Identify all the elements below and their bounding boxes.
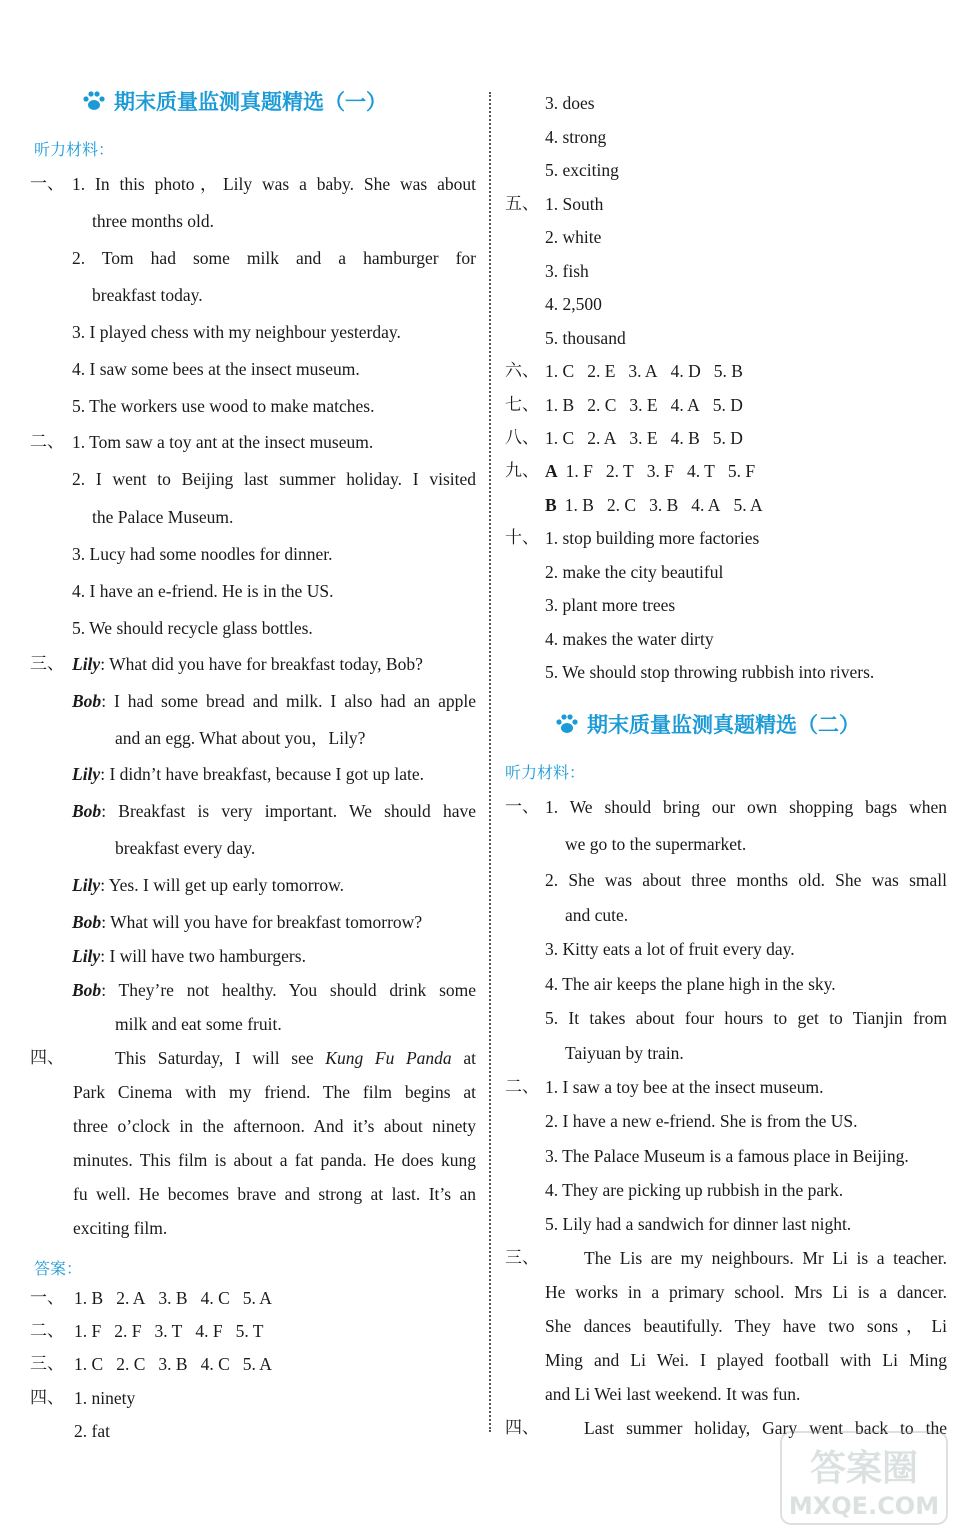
answer: 4. A bbox=[670, 395, 700, 415]
part-marker: 四、 bbox=[30, 1048, 64, 1068]
passage-text: This Saturday, I will see bbox=[115, 1048, 326, 1068]
list-item: 2. She was about three months old. She was small bbox=[545, 870, 947, 890]
answer: 4. C bbox=[200, 1354, 230, 1374]
answer-row bbox=[74, 1319, 276, 1343]
dialogue-text: What did you have for breakfast today, Bob? bbox=[109, 654, 423, 674]
speaker-name: Bob bbox=[72, 912, 102, 932]
list-item-cont: three months old. bbox=[92, 211, 214, 231]
dialogue-text: I will have two hamburgers. bbox=[109, 946, 306, 966]
list-item: 3. Kitty eats a lot of fruit every day. bbox=[545, 939, 795, 959]
answer: 3. T bbox=[154, 1321, 183, 1341]
part-marker: 三、 bbox=[30, 654, 64, 674]
answer: 1. stop building more factories bbox=[545, 528, 760, 548]
part-marker: 二、 bbox=[505, 1077, 539, 1097]
answer: 4. C bbox=[200, 1288, 230, 1308]
passage-line: The Lis are my neighbours. Mr Li is a teacher. bbox=[584, 1248, 947, 1268]
list-item: 3. I played chess with my neighbour yesterday. bbox=[72, 322, 401, 342]
list-item: 2. Tom had some milk and a hamburger for bbox=[72, 248, 476, 268]
dialogue-line: Bob: I had some bread and milk. I also had an apple bbox=[72, 691, 476, 711]
dialogue-text: They’re not healthy. You should drink some bbox=[118, 980, 477, 1000]
answer: 4. strong bbox=[545, 127, 607, 147]
dialogue-text: What will you have for breakfast tomorrow? bbox=[110, 912, 423, 932]
watermark-icon bbox=[779, 1428, 949, 1528]
answer-marker: 二、 bbox=[30, 1321, 64, 1341]
paw-icon bbox=[82, 90, 106, 112]
answer: 4. 2,500 bbox=[545, 294, 602, 314]
dialogue-line: Lily: Yes. I will get up early tomorrow. bbox=[72, 875, 345, 895]
list-item: 2. I went to Beijing last summer holiday. I visited bbox=[72, 469, 476, 489]
list-item-cont: the Palace Museum. bbox=[92, 507, 234, 527]
list-item-cont: Taiyuan by train. bbox=[565, 1043, 684, 1063]
answer-marker: 十、 bbox=[505, 528, 539, 548]
answer: 1. B bbox=[564, 495, 594, 515]
watermark-text-cn: 答案圈 bbox=[809, 1448, 919, 1489]
list-item: 1. We should bring our own shopping bags when bbox=[545, 797, 947, 817]
answer: 5. D bbox=[712, 395, 743, 415]
dialogue-line: Bob: Breakfast is very important. We should have bbox=[72, 801, 476, 821]
answer-marker: 九、 bbox=[505, 461, 539, 481]
dialogue-cont: and an egg. What about you，Lily? bbox=[115, 728, 366, 748]
passage-line: Last summer holiday, Gary went back to the bbox=[584, 1418, 947, 1438]
section1-title-text: 期末质量监测真题精选（一） bbox=[114, 90, 387, 114]
answer: 2. C bbox=[587, 395, 617, 415]
answer: 3. E bbox=[629, 395, 658, 415]
listening-label-1: 听力材料： bbox=[34, 140, 115, 159]
answer: 1. B bbox=[545, 395, 575, 415]
answer: 2. C bbox=[606, 495, 637, 515]
speaker-name: Lily bbox=[72, 946, 101, 966]
answer-row bbox=[545, 426, 756, 450]
dialogue-text: Yes. I will get up early tomorrow. bbox=[108, 875, 345, 895]
answer: 5. T bbox=[235, 1321, 264, 1341]
answer: 3. does bbox=[545, 93, 595, 113]
answer: 3. plant more trees bbox=[545, 595, 676, 615]
answer: 2. A bbox=[116, 1288, 146, 1308]
list-item: 5. The workers use wood to make matches. bbox=[72, 396, 375, 416]
answer: 4. makes the water dirty bbox=[545, 629, 714, 649]
list-item-cont: and cute. bbox=[565, 905, 629, 925]
passage-line: three o’clock in the afternoon. And it’s about ninety bbox=[73, 1116, 476, 1136]
answer-marker: 四、 bbox=[30, 1388, 64, 1408]
answer-group-label: A bbox=[545, 461, 558, 481]
speaker-name: Lily bbox=[72, 654, 101, 674]
list-item-cont: breakfast today. bbox=[92, 285, 203, 305]
dialogue-text: Breakfast is very important. We should have bbox=[118, 801, 476, 821]
answer: 4. T bbox=[686, 461, 715, 481]
list-item: 5. We should recycle glass bottles. bbox=[72, 618, 313, 638]
list-item: 5. Lily had a sandwich for dinner last night. bbox=[545, 1214, 852, 1234]
answer-marker: 三、 bbox=[30, 1354, 64, 1374]
answer: 1. C bbox=[545, 361, 575, 381]
answer: 5. exciting bbox=[545, 160, 619, 180]
section2-title bbox=[555, 711, 860, 739]
answer-row bbox=[545, 359, 756, 383]
answer: 5. A bbox=[242, 1354, 272, 1374]
answer: 2. E bbox=[587, 361, 616, 381]
passage-line: She dances beautifully. They have two sons，Li bbox=[545, 1316, 947, 1336]
answer: 3. B bbox=[649, 495, 679, 515]
answer-marker: 一、 bbox=[30, 1288, 64, 1308]
answer-marker: 五、 bbox=[505, 194, 539, 214]
list-item: 1. Tom saw a toy ant at the insect museum. bbox=[72, 432, 374, 452]
passage-line: minutes. This film is about a fat panda. He does kung bbox=[73, 1150, 476, 1170]
answer-row bbox=[74, 1352, 285, 1376]
passage-line: fu well. He becomes brave and strong at last. It’s an bbox=[73, 1184, 476, 1204]
part-marker: 二、 bbox=[30, 432, 64, 452]
dialogue-line: Lily: What did you have for breakfast today, Bob? bbox=[72, 654, 423, 674]
column-divider bbox=[489, 92, 491, 1432]
answer: 5. We should stop throwing rubbish into rivers. bbox=[545, 662, 875, 682]
speaker-name: Bob bbox=[72, 980, 102, 1000]
speaker-name: Bob bbox=[72, 691, 102, 711]
answer: 4. A bbox=[691, 495, 721, 515]
speaker-name: Bob bbox=[72, 801, 102, 821]
speaker-name: Lily bbox=[72, 764, 101, 784]
answer: 3. B bbox=[158, 1288, 188, 1308]
dialogue-text: I didn’t have breakfast, because I got up late. bbox=[109, 764, 424, 784]
list-item: 4. They are picking up rubbish in the park. bbox=[545, 1180, 844, 1200]
answer-row bbox=[545, 393, 756, 417]
answer: 5. F bbox=[727, 461, 756, 481]
answer-marker: 八、 bbox=[505, 428, 539, 448]
answer: 2. A bbox=[587, 428, 617, 448]
answer-row bbox=[545, 493, 776, 517]
answer: 3. fish bbox=[545, 261, 589, 281]
part-marker: 四、 bbox=[505, 1418, 539, 1438]
list-item: 1. In this photo，Lily was a baby. She was about bbox=[72, 174, 476, 194]
list-item: 4. I saw some bees at the insect museum. bbox=[72, 359, 360, 379]
answer: 5. thousand bbox=[545, 328, 626, 348]
passage-line: Park Cinema with my friend. The film begins at bbox=[73, 1082, 476, 1102]
list-item: 2. I have a new e-friend. She is from the US. bbox=[545, 1111, 858, 1131]
passage-line: and Li Wei last weekend. It was fun. bbox=[545, 1384, 801, 1404]
answer: 3. B bbox=[158, 1354, 188, 1374]
dialogue-line: Lily: I didn’t have breakfast, because I got up late. bbox=[72, 764, 424, 784]
answer: 1. South bbox=[545, 194, 604, 214]
passage-line: He works in a primary school. Mrs Li is a dancer. bbox=[545, 1282, 947, 1302]
section2-title-text: 期末质量监测真题精选（二） bbox=[587, 713, 860, 737]
list-item: 4. I have an e-friend. He is in the US. bbox=[72, 581, 334, 601]
answer-marker: 六、 bbox=[505, 361, 539, 381]
answer: 1. F bbox=[74, 1321, 102, 1341]
answer: 5. B bbox=[713, 361, 743, 381]
list-item-cont: we go to the supermarket. bbox=[565, 834, 747, 854]
paw-icon bbox=[555, 713, 579, 735]
dialogue-text: I had some bread and milk. I also had an apple bbox=[114, 691, 476, 711]
section1-title bbox=[82, 88, 387, 116]
answer: 3. E bbox=[629, 428, 658, 448]
list-item: 4. The air keeps the plane high in the sky. bbox=[545, 974, 836, 994]
answer-row bbox=[74, 1286, 285, 1310]
dialogue-cont: breakfast every day. bbox=[115, 838, 256, 858]
answer: 1. C bbox=[74, 1354, 104, 1374]
watermark-logo bbox=[779, 1428, 949, 1528]
answer: 2. fat bbox=[74, 1421, 110, 1441]
list-item: 5. It takes about four hours to get to Tianjin from bbox=[545, 1008, 947, 1028]
part-marker: 一、 bbox=[30, 174, 64, 194]
answer: 2. T bbox=[605, 461, 634, 481]
answer-row bbox=[545, 459, 768, 483]
passage-line: exciting film. bbox=[73, 1218, 168, 1238]
dialogue-cont: milk and eat some fruit. bbox=[115, 1014, 282, 1034]
part-marker: 三、 bbox=[505, 1248, 539, 1268]
part-marker: 一、 bbox=[505, 797, 539, 817]
film-title: Kung Fu Panda bbox=[325, 1048, 452, 1068]
answer: 5. A bbox=[733, 495, 763, 515]
answer: 1. B bbox=[74, 1288, 104, 1308]
passage-text: at bbox=[451, 1048, 476, 1068]
list-item: 3. Lucy had some noodles for dinner. bbox=[72, 544, 333, 564]
passage-line: Ming and Li Wei. I played football with Li Ming bbox=[545, 1350, 947, 1370]
list-item: 1. I saw a toy bee at the insect museum. bbox=[545, 1077, 824, 1097]
answer: 1. F bbox=[565, 461, 593, 481]
watermark-text-en: MXQE.COM bbox=[788, 1492, 940, 1520]
answer: 4. B bbox=[670, 428, 700, 448]
answer-group-label: B bbox=[545, 495, 557, 515]
answer: 5. A bbox=[242, 1288, 272, 1308]
answer: 2. C bbox=[116, 1354, 146, 1374]
dialogue-line: Bob: What will you have for breakfast tomorrow? bbox=[72, 912, 423, 932]
answer: 3. F bbox=[646, 461, 674, 481]
list-item: 3. The Palace Museum is a famous place in Beijing. bbox=[545, 1146, 909, 1166]
answer: 5. D bbox=[712, 428, 743, 448]
answer: 4. F bbox=[195, 1321, 223, 1341]
answer: 4. D bbox=[670, 361, 701, 381]
dialogue-line: Lily: I will have two hamburgers. bbox=[72, 946, 306, 966]
answer: 1. ninety bbox=[74, 1388, 136, 1408]
answer: 2. make the city beautiful bbox=[545, 562, 724, 582]
answer: 3. A bbox=[628, 361, 658, 381]
answer: 2. F bbox=[114, 1321, 142, 1341]
dialogue-line: Bob: They’re not healthy. You should drink some bbox=[72, 980, 477, 1000]
answer: 2. white bbox=[545, 227, 602, 247]
answer: 1. C bbox=[545, 428, 575, 448]
answer-marker: 七、 bbox=[505, 395, 539, 415]
listening-label-2: 听力材料： bbox=[505, 763, 586, 782]
speaker-name: Lily bbox=[72, 875, 101, 895]
passage-line bbox=[115, 1046, 476, 1070]
answers-label: 答案： bbox=[34, 1259, 83, 1278]
